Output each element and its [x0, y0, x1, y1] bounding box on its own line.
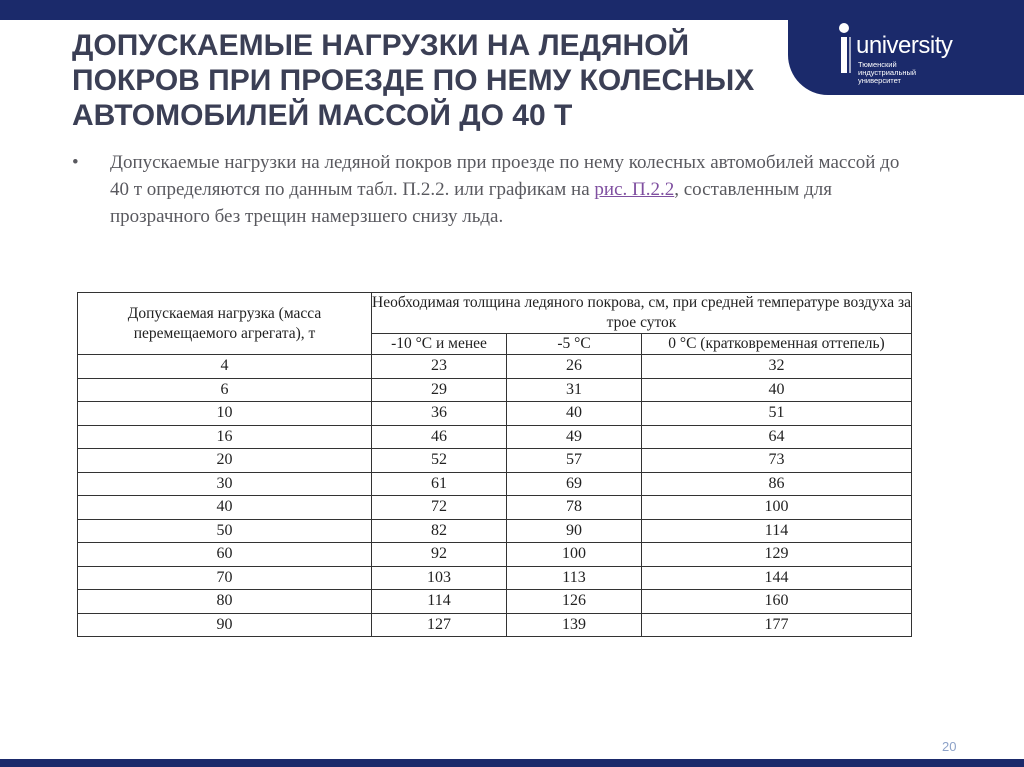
cell-load: 10 — [78, 402, 372, 426]
cell-zero: 40 — [642, 378, 912, 402]
cell-minus10: 23 — [372, 355, 507, 379]
cell-zero: 100 — [642, 496, 912, 520]
cell-load: 80 — [78, 590, 372, 614]
cell-minus10: 46 — [372, 425, 507, 449]
figure-link[interactable]: рис. П.2.2 — [594, 179, 675, 200]
bullet-text-end: , составленным для прозрачного без трещин намерзшего снизу льда. — [110, 179, 832, 227]
cell-minus10: 127 — [372, 613, 507, 637]
cell-minus5: 69 — [507, 472, 642, 496]
cell-load: 16 — [78, 425, 372, 449]
cell-minus10: 72 — [372, 496, 507, 520]
cell-minus5: 26 — [507, 355, 642, 379]
cell-zero: 86 — [642, 472, 912, 496]
bullet-text — [110, 149, 910, 230]
table-row — [78, 613, 912, 637]
table-row — [78, 496, 912, 520]
cell-load: 40 — [78, 496, 372, 520]
cell-minus10: 36 — [372, 402, 507, 426]
cell-minus5: 57 — [507, 449, 642, 473]
cell-minus10: 52 — [372, 449, 507, 473]
bottom-brand-band — [0, 759, 1024, 767]
cell-load: 70 — [78, 566, 372, 590]
cell-zero: 144 — [642, 566, 912, 590]
logo-wordmark: university — [856, 32, 953, 59]
cell-minus5: 139 — [507, 613, 642, 637]
logo-mark-icon — [836, 20, 856, 80]
cell-zero: 64 — [642, 425, 912, 449]
cell-zero: 129 — [642, 543, 912, 567]
cell-load: 60 — [78, 543, 372, 567]
table-row — [78, 355, 912, 379]
cell-minus5: 31 — [507, 378, 642, 402]
cell-minus10: 103 — [372, 566, 507, 590]
ice-load-table-image — [77, 292, 912, 637]
subheader-zero: 0 °C (кратковременная оттепель) — [642, 334, 912, 355]
table-row — [78, 378, 912, 402]
subheader-minus10: -10 °C и менее — [372, 334, 507, 355]
cell-load: 30 — [78, 472, 372, 496]
table-row — [78, 566, 912, 590]
cell-zero: 51 — [642, 402, 912, 426]
cell-minus5: 113 — [507, 566, 642, 590]
cell-minus10: 61 — [372, 472, 507, 496]
cell-minus10: 114 — [372, 590, 507, 614]
bullet-marker: • — [72, 152, 79, 173]
header-load: Допускаемая нагрузка (масса перемещаемого агрегата), т — [78, 293, 372, 355]
table-row — [78, 402, 912, 426]
cell-load: 90 — [78, 613, 372, 637]
cell-minus10: 29 — [372, 378, 507, 402]
table-row — [78, 590, 912, 614]
slide-title: ДОПУСКАЕМЫЕ НАГРУЗКИ НА ЛЕДЯНОЙ ПОКРОВ ПРИ ПРОЕЗДЕ ПО НЕМУ КОЛЕСНЫХ АВТОМОБИЛЕЙ МАССОЙ ДО 40 Т — [72, 29, 755, 132]
logo-subtitle: Тюменский индустриальный университет — [858, 60, 917, 85]
cell-zero: 73 — [642, 449, 912, 473]
cell-minus5: 126 — [507, 590, 642, 614]
ice-load-table — [77, 292, 912, 637]
table-row — [78, 543, 912, 567]
cell-zero: 32 — [642, 355, 912, 379]
page-number: 20 — [942, 739, 957, 754]
cell-load: 50 — [78, 519, 372, 543]
table-row — [78, 449, 912, 473]
cell-zero: 114 — [642, 519, 912, 543]
header-thickness: Необходимая толщина ледяного покрова, см, при средней температуре воздуха за трое суток — [372, 293, 912, 334]
cell-minus10: 92 — [372, 543, 507, 567]
cell-load: 20 — [78, 449, 372, 473]
table-row — [78, 472, 912, 496]
cell-zero: 160 — [642, 590, 912, 614]
subheader-minus5: -5 °C — [507, 334, 642, 355]
cell-minus5: 49 — [507, 425, 642, 449]
bullet-text-start: Допускаемые нагрузки на ледяной покров при проезде по нему колесных автомобилей массой до 40 т определяются по данным табл. П.2.2. или графикам на — [110, 152, 900, 200]
table-row — [78, 425, 912, 449]
cell-minus5: 40 — [507, 402, 642, 426]
cell-zero: 177 — [642, 613, 912, 637]
cell-minus5: 90 — [507, 519, 642, 543]
cell-minus5: 78 — [507, 496, 642, 520]
cell-load: 4 — [78, 355, 372, 379]
university-logo — [836, 20, 986, 90]
table-row — [78, 519, 912, 543]
cell-load: 6 — [78, 378, 372, 402]
cell-minus5: 100 — [507, 543, 642, 567]
cell-minus10: 82 — [372, 519, 507, 543]
